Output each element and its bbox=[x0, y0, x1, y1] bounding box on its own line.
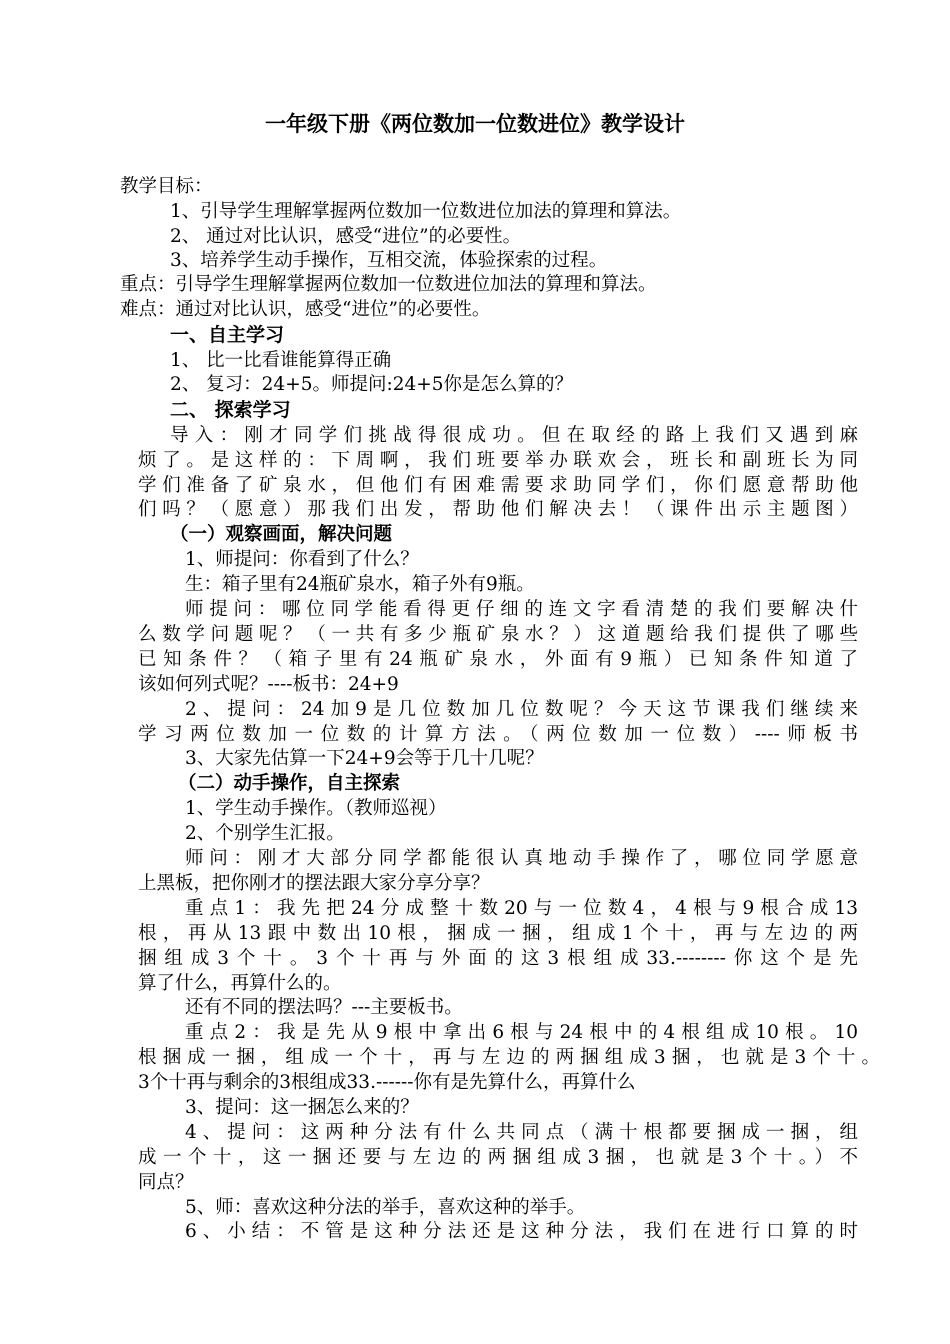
paragraph-line: 根捆成一捆，组成一个十，再与左边的两捆组成3捆，也就是3个十。 bbox=[138, 1047, 880, 1068]
paragraph-line: 导入：刚才同学们挑战得很成功。但在取经的路上我们又遇到麻 bbox=[170, 425, 858, 446]
paragraph-line: 师提问：哪位同学能看得更仔细的连文字看清楚的我们要解决什 bbox=[185, 599, 858, 620]
paragraph-line: 还有不同的摆法吗？---主要板书。 bbox=[185, 997, 463, 1018]
paragraph-line: 烦了。是这样的：下周啊，我们班要举办联欢会，班长和副班长为同 bbox=[138, 450, 858, 471]
subsection-1-heading: （一）观察画面，解决问题 bbox=[170, 524, 393, 545]
paragraph-line: 4、提问：这两种分法有什么共同点（满十根都要捆成一捆，组 bbox=[185, 1122, 858, 1143]
paragraph-line: 算了什么，再算什么的。 bbox=[138, 973, 342, 994]
paragraph-line: 师问：刚才大部分同学都能很认真地动手操作了，哪位同学愿意 bbox=[185, 848, 858, 869]
paragraph-line: 3、提问：这一捆怎么来的？ bbox=[185, 1097, 419, 1118]
paragraph-line: 该如何列式呢？----板书：24+9 bbox=[138, 674, 399, 695]
paragraph-line: 5、师：喜欢这种分法的举手，喜欢这种的举手。 bbox=[185, 1197, 586, 1218]
paragraph-line: 2、 复习：24+5。师提问:24+5你是怎么算的？ bbox=[170, 374, 574, 395]
paragraph-line: 学习两位数加一位数的计算方法。（两位数加一位数）----师板书 bbox=[138, 724, 858, 745]
paragraph-line: 3、大家先估算一下24+9会等于几十几呢？ bbox=[185, 748, 544, 769]
paragraph-line: 1、学生动手操作。（教师巡视） bbox=[185, 798, 447, 819]
paragraph-line: 捆组成3个十。3个十再与外面的这3根组成33.--------你这个是先 bbox=[138, 948, 858, 969]
paragraph-line: 2、提问：24加9是几位数加几位数呢？今天这节课我们继续来 bbox=[185, 699, 858, 720]
paragraph-line: 们吗？（愿意）那我们出发，帮助他们解决去！（课件出示主题图） bbox=[138, 499, 858, 520]
paragraph-line: 已知条件？（箱子里有24瓶矿泉水，外面有9瓶）已知条件知道了 bbox=[138, 649, 858, 670]
section-2-heading: 二、 探索学习 bbox=[170, 399, 291, 421]
paragraph-line: 么数学问题呢？（一共有多少瓶矿泉水？）这道题给我们提供了哪些 bbox=[138, 624, 858, 645]
paragraph-line: 成一个十，这一捆还要与左边的两捆组成3捆，也就是3个十。）不 bbox=[138, 1147, 858, 1168]
paragraph-line: 学们准备了矿泉水，但他们有困难需要求助同学们，你们愿意帮助他 bbox=[138, 475, 858, 496]
paragraph-line: 1、师提问：你看到了什么？ bbox=[185, 549, 419, 570]
paragraph-line: 2、个别学生汇报。 bbox=[185, 823, 345, 844]
paragraph-line: 重点2：我是先从9根中拿出6根与24根中的4根组成10根。10 bbox=[185, 1022, 858, 1043]
paragraph-line: 根，再从13跟中数出10根，捆成一捆，组成1个十，再与左边的两 bbox=[138, 923, 858, 944]
objectives-heading: 教学目标： bbox=[120, 176, 213, 197]
paragraph-line: 生：箱子里有24瓶矿泉水，箱子外有9瓶。 bbox=[185, 574, 535, 595]
objective-3: 3、培养学生动手操作，互相交流，体验探索的过程。 bbox=[170, 250, 608, 271]
paragraph-line: 6、小结：不管是这种分法还是这种分法，我们在进行口算的时 bbox=[185, 1221, 858, 1242]
paragraph-line: 同点？ bbox=[138, 1172, 194, 1193]
objective-1: 1、引导学生理解掌握两位数加一位数进位加法的算理和算法。 bbox=[170, 201, 682, 222]
key-point: 重点：引导学生理解掌握两位数加一位数进位加法的算理和算法。 bbox=[120, 274, 657, 295]
paragraph-line: 上黑板，把你刚才的摆法跟大家分享分享？ bbox=[138, 873, 490, 894]
paragraph-line: 重点1：我先把24分成整十数20与一位数4，4根与9根合成13 bbox=[185, 898, 858, 919]
document-title: 一年级下册《两位数加一位数进位》教学设计 bbox=[265, 111, 685, 136]
section-1-heading: 一、自主学习 bbox=[170, 324, 285, 346]
paragraph-line: 3个十再与剩余的3根组成33.------你有是先算什么，再算什么 bbox=[138, 1072, 636, 1093]
paragraph-line: 1、 比一比看谁能算得正确 bbox=[170, 350, 392, 371]
subsection-2-heading: （二）动手操作，自主探索 bbox=[178, 773, 401, 794]
objective-2: 2、 通过对比认识，感受“进位”的必要性。 bbox=[170, 226, 522, 247]
difficult-point: 难点：通过对比认识，感受“进位”的必要性。 bbox=[120, 299, 491, 320]
